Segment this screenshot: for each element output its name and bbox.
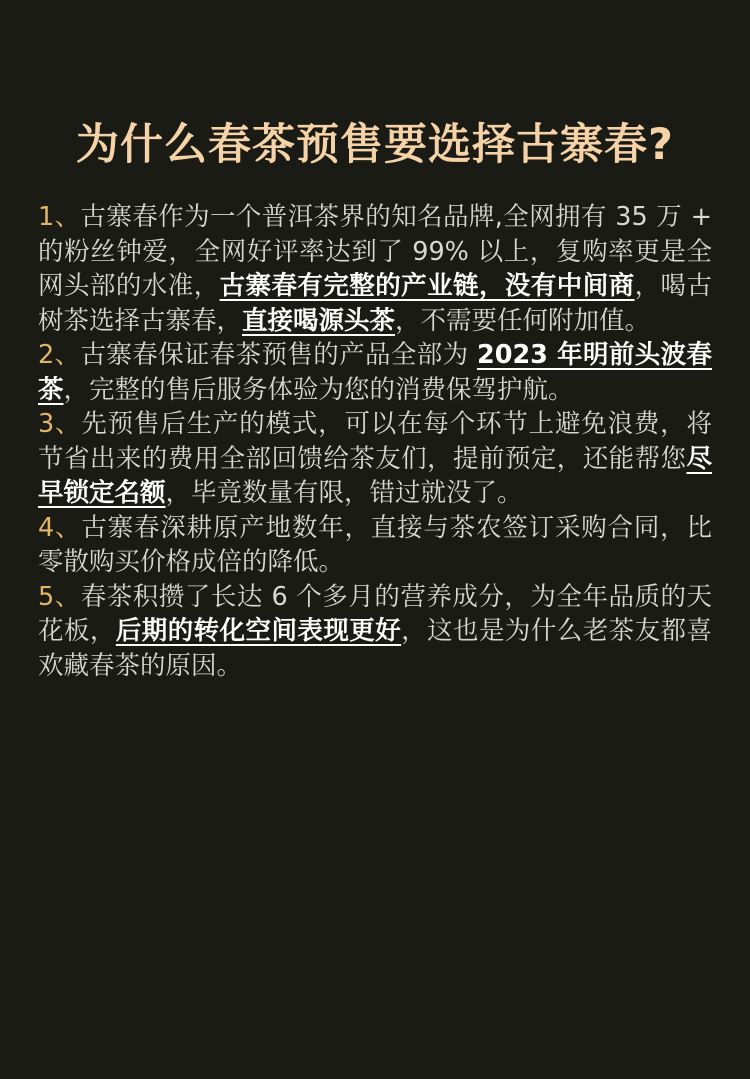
reason-item-3 (38, 407, 712, 511)
item-highlight: 直接喝源头茶 (242, 305, 396, 336)
item-text: ，这也是为什么老茶友都喜欢藏春茶的原因。 (38, 616, 712, 681)
item-text: 古寨春保证春茶预售的产品全部为 (80, 340, 477, 370)
item-highlight: 尽早锁定名额 (38, 443, 712, 508)
item-number: 5、 (38, 581, 81, 612)
reason-item-2 (38, 338, 712, 407)
item-highlight: 2023 年明前头波春茶 (38, 340, 713, 405)
item-text: ，不需要任何附加值。 (395, 305, 651, 336)
reason-item-1 (38, 200, 712, 338)
item-highlight: 古寨春有完整的产业链，没有中间商 (219, 271, 635, 301)
item-text: 古寨春作为一个普洱茶界的知名品牌,全网拥有 35 万 + 的粉丝钟爱，全网好评率达到了 99% 以上，复购率更是全网头部的水准， (38, 202, 712, 301)
item-number: 3、 (38, 409, 82, 439)
item-text: ，完整的售后服务体验为您的消费保驾护航。 (63, 374, 574, 405)
item-number: 1、 (38, 202, 81, 232)
item-text: ，喝古树茶选择古寨春， (38, 271, 712, 336)
item-text: 春茶积攒了长达 6 个多月的营养成分，为全年品质的天花板， (38, 581, 712, 646)
page-title: 为什么春茶预售要选择古寨春? (76, 120, 674, 170)
item-text: ，毕竟数量有限，错过就没了。 (165, 478, 523, 508)
item-text: 古寨春深耕原产地数年，直接与茶农签订采购合同，比零散购买价格成倍的降低。 (38, 512, 712, 577)
item-text: 先预售后生产的模式，可以在每个环节上避免浪费，将节省出来的费用全部回馈给茶友们，提前预定，还能帮您 (38, 409, 712, 474)
reason-item-4 (38, 511, 712, 580)
item-highlight: 后期的转化空间表现更好 (115, 616, 402, 646)
reason-list (38, 200, 712, 683)
item-number: 4、 (38, 512, 82, 543)
item-number: 2、 (38, 340, 81, 370)
reason-item-5 (38, 580, 712, 684)
